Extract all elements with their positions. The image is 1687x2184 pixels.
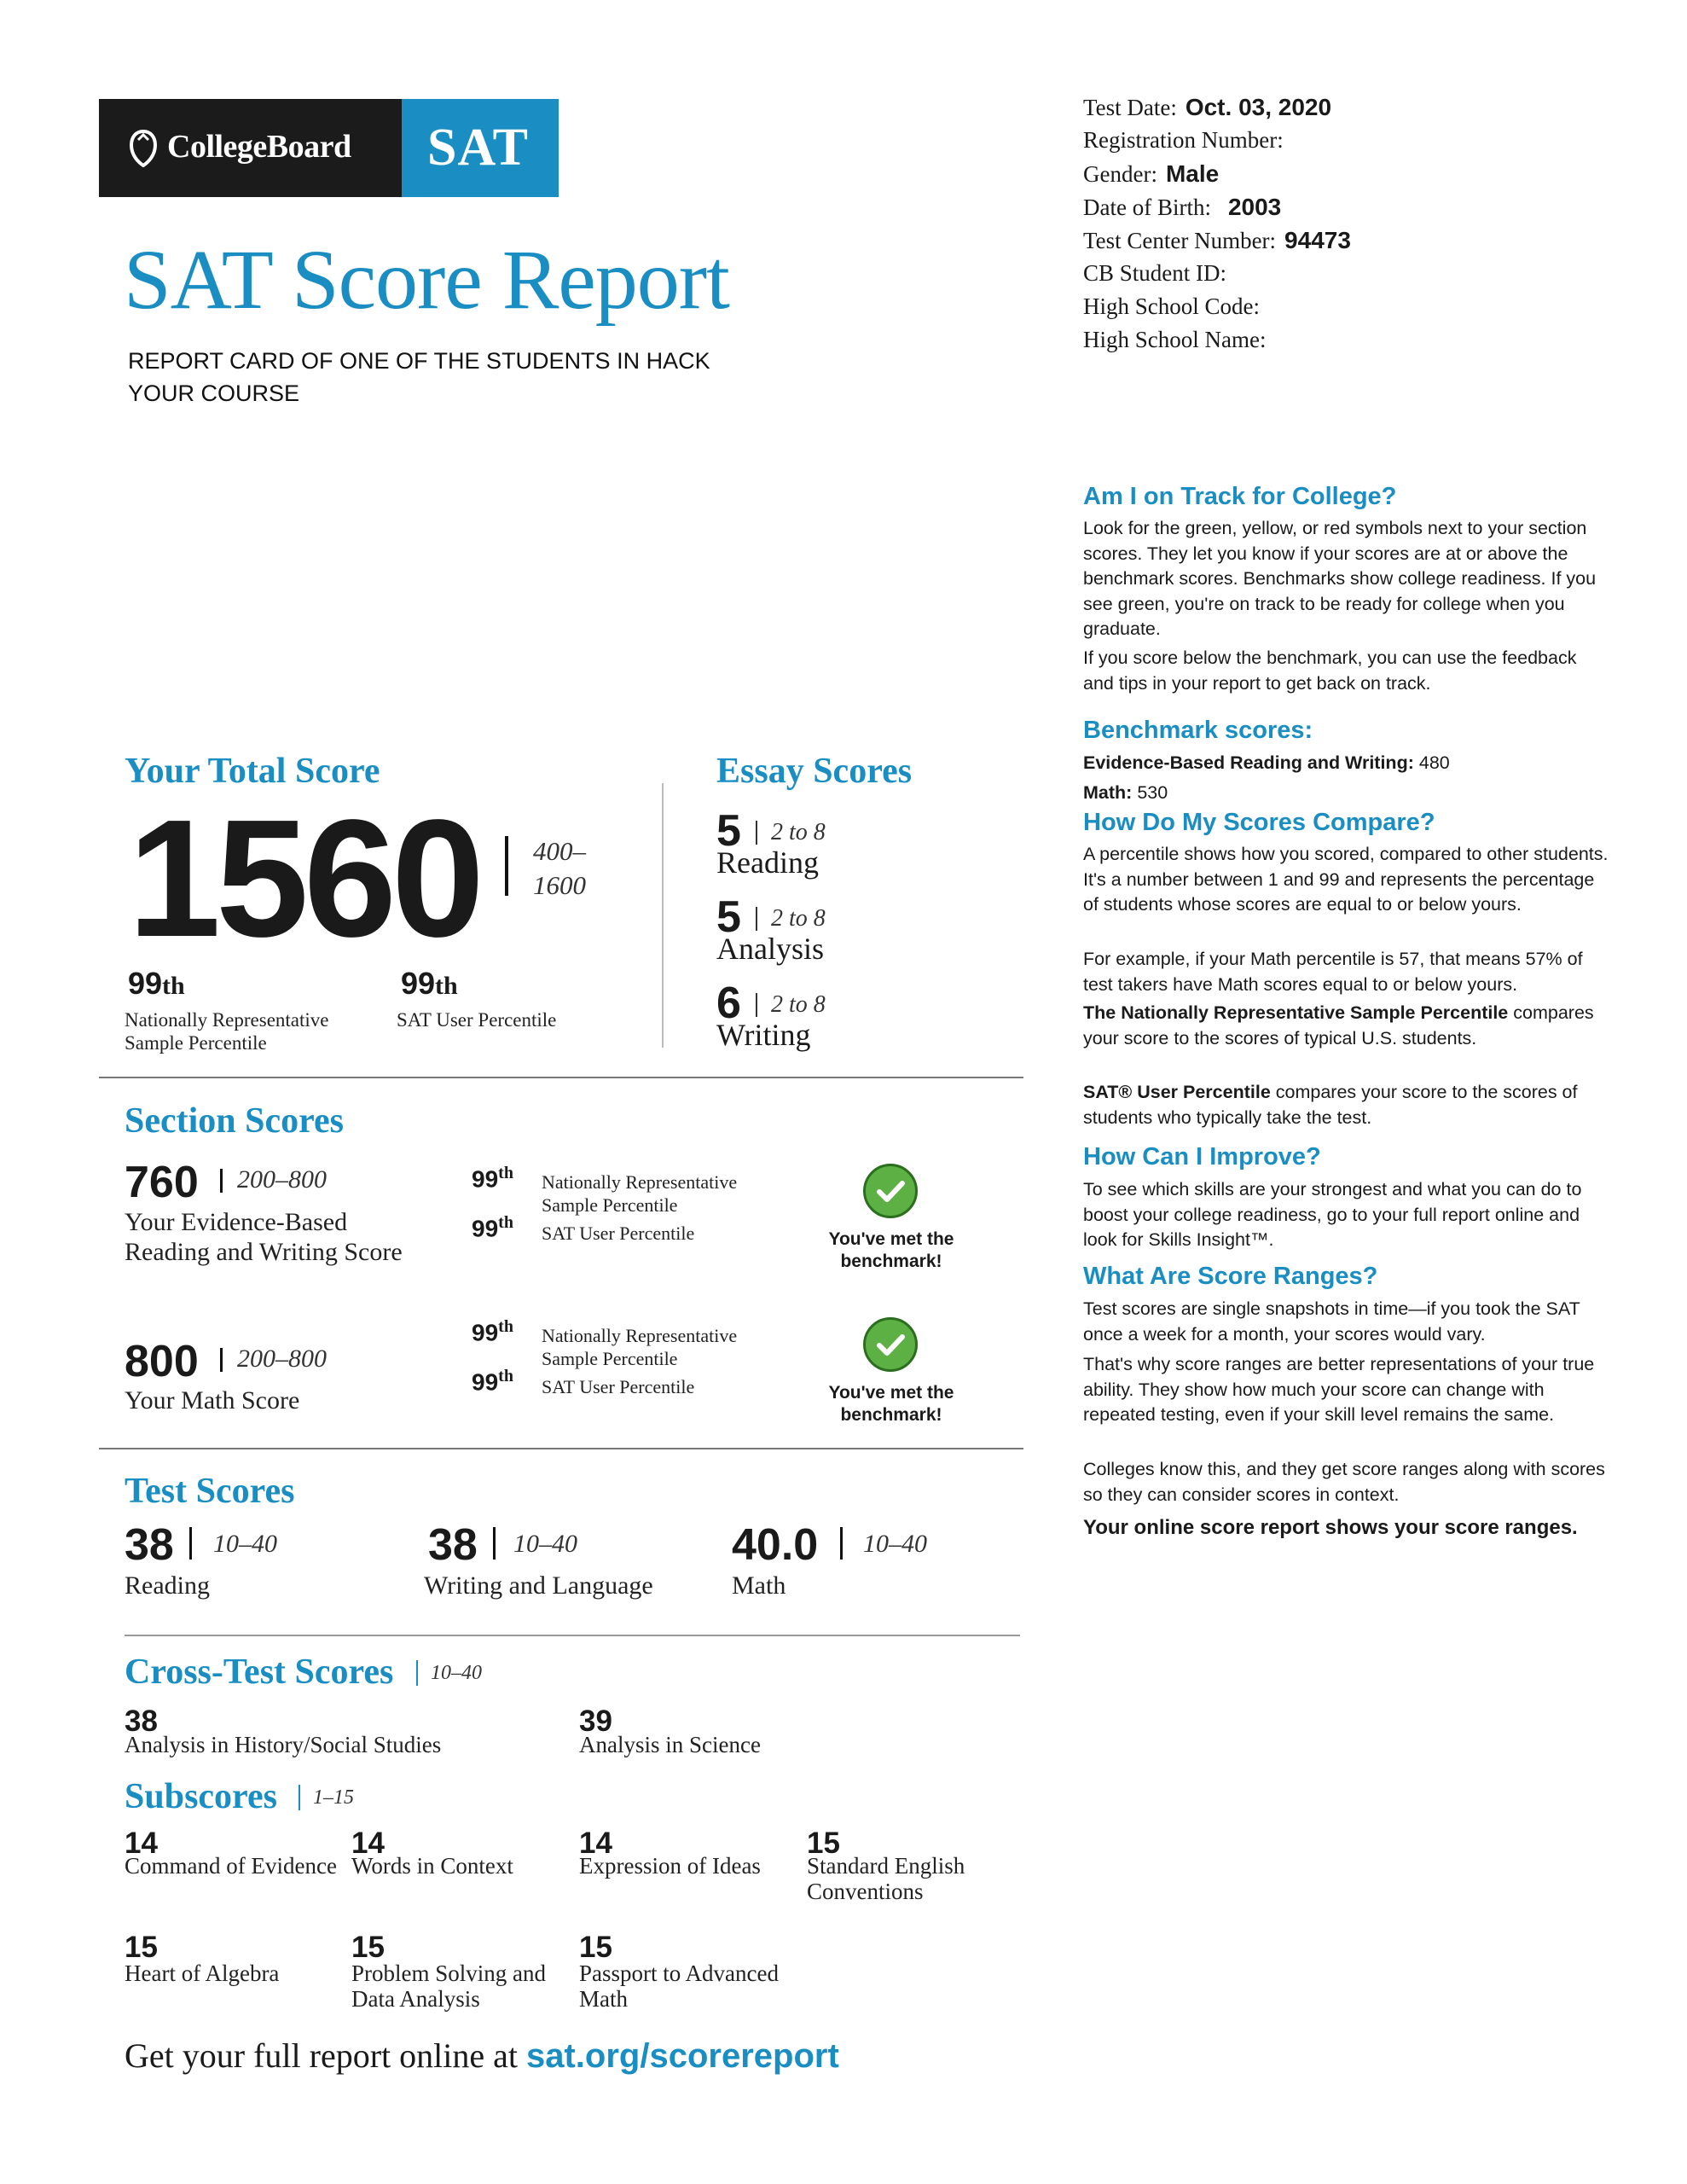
hs-code-row: High School Code: [1083,293,1260,319]
test-math-score: 40.0 [732,1520,819,1570]
subscore-label: Words in Context [351,1853,513,1879]
score-divider [189,1527,192,1560]
essay-analysis-range: 2 to 8 [771,905,826,932]
subscore-value: 15 [579,1931,612,1964]
ebrw-nat-percentile: 99th [472,1164,513,1193]
ebrw-range: 200–800 [237,1165,327,1194]
benchmark-ebrw: Evidence-Based Reading and Writing: 480 [1083,752,1450,773]
cross-test-heading: Cross-Test Scores [125,1653,394,1692]
subscore-label: Standard English Conventions [807,1853,965,1904]
sat-wordmark: SAT [427,119,530,177]
total-essay-divider [662,783,664,1048]
essay-divider [756,993,757,1017]
cross-test-range: 10–40 [431,1662,482,1684]
math-label: Your Math Score [125,1386,300,1414]
test-writing-range: 10–40 [513,1530,577,1558]
gender-row: Gender: Male [1083,160,1220,187]
math-nat-percentile-label: Nationally Representative Sample Percentile [542,1325,738,1369]
test-center-value: 94473 [1284,227,1351,253]
test-center-row: Test Center Number: 94473 [1083,227,1351,253]
subscore-value: 14 [351,1827,385,1860]
essay-analysis-label: Analysis [716,932,824,966]
test-reading-range: 10–40 [213,1530,277,1558]
score-divider [220,1348,223,1372]
math-nat-percentile: 99th [472,1317,513,1346]
cross-science-label: Analysis in Science [579,1732,761,1757]
footer-text: Get your full report online at [125,2036,518,2075]
total-score-divider [505,836,508,896]
cross-history-score: 38 [125,1705,158,1738]
heading-divider [299,1785,300,1810]
collegeboard-logo [99,99,402,197]
score-divider [493,1527,496,1560]
divider [99,1077,1023,1078]
score-divider [840,1527,843,1560]
math-user-percentile: 99th [472,1367,513,1396]
math-score: 800 [125,1337,199,1386]
hs-name-row: High School Name: [1083,327,1267,352]
test-date: Oct. 03, 2020 [1185,94,1332,120]
test-reading-score: 38 [125,1520,174,1570]
test-scores-heading: Test Scores [125,1472,295,1511]
ebrw-benchmark-met: You've met the benchmark! [828,1229,954,1271]
subscores-range: 1–15 [313,1786,354,1809]
compare-heading: How Do My Scores Compare? [1083,809,1435,836]
subscores-heading: Subscores [125,1777,277,1816]
ebrw-user-percentile-label: SAT User Percentile [542,1223,695,1244]
cross-history-label: Analysis in History/Social Studies [125,1732,442,1757]
track-paragraph-1: Look for the green, yellow, or red symbols next to your section scores. They let you know if your scores are at or above the benchmark scores. Benchmarks show college readiness. If you see green, you're on track to be ready for college when you graduate. [1083,518,1597,639]
score-divider [220,1169,223,1193]
subscore-label: Passport to Advanced Math [579,1960,779,2012]
gender-value: Male [1165,160,1220,187]
improve-paragraph: To see which skills are your strongest and what you can do to boost your college readiness, go to your full report online and look for Skills Insight™. [1083,1179,1582,1250]
benchmark-heading: Benchmark scores: [1083,717,1313,744]
essay-analysis-score: 5 [716,892,741,942]
registration-row: Registration Number: [1083,127,1284,153]
divider [99,1448,1023,1449]
total-user-percentile: 99th [401,966,458,1001]
dob-row: Date of Birth: 2003 [1083,194,1282,220]
subscore-value: 15 [351,1931,385,1964]
subscore-label: Command of Evidence [125,1853,337,1879]
test-reading-label: Reading [125,1571,210,1600]
heading-divider [416,1660,418,1686]
ebrw-nat-percentile-label: Nationally Representative Sample Percentile [542,1171,738,1216]
collegeboard-wordmark: CollegeBoard [167,129,351,165]
essay-writing-label: Writing [716,1018,811,1052]
subscore-label: Problem Solving and Data Analysis [351,1960,546,2012]
subscore-value: 14 [125,1827,158,1860]
total-score: 1560 [128,785,480,972]
essay-divider [756,907,757,931]
score-report-link[interactable]: sat.org/scorereport [525,2037,839,2075]
test-math-label: Math [732,1571,786,1600]
test-writing-label: Writing and Language [424,1571,653,1600]
subscore-label: Heart of Algebra [125,1960,280,1986]
improve-heading: How Can I Improve? [1083,1143,1321,1170]
essay-reading-label: Reading [716,845,819,880]
dob-value: 2003 [1227,194,1282,220]
total-score-heading: Your Total Score [125,752,380,791]
divider [125,1635,1020,1636]
test-date-row: Test Date: Oct. 03, 2020 [1083,94,1332,120]
section-scores-heading: Section Scores [125,1101,345,1141]
ranges-paragraph-2: That's why score ranges are better representations of your true ability. They show how much your score can change with repeated testing, even if your skill level remains the same. [1083,1354,1595,1425]
benchmark-math: Math: 530 [1083,782,1168,803]
subscore-value: 14 [579,1827,612,1860]
compare-paragraph-4: SAT® User Percentile compares your score to the scores of students who typically take the test. [1083,1082,1578,1128]
math-user-percentile-label: SAT User Percentile [542,1376,695,1397]
essay-heading: Essay Scores [716,752,913,791]
ebrw-label: Your Evidence-Based Reading and Writing Score [125,1208,403,1266]
check-icon [863,1317,918,1372]
acorn-shield-icon [128,128,159,167]
total-user-percentile-label: SAT User Percentile [397,1009,557,1031]
report-subtitle: REPORT CARD OF ONE OF THE STUDENTS IN HACK YOUR COURSE [128,348,710,406]
track-paragraph-2: If you score below the benchmark, you can use the feedback and tips in your report to get back on track. [1083,648,1577,694]
test-math-range: 10–40 [863,1530,927,1558]
test-writing-score: 38 [428,1520,478,1570]
subscore-value: 15 [125,1931,158,1964]
subscore-label: Expression of Ideas [579,1853,761,1879]
cross-science-score: 39 [579,1705,612,1738]
total-nat-percentile-label: Nationally Representative Sample Percentile [125,1009,329,1054]
sat-logo [402,99,559,197]
math-benchmark-met: You've met the benchmark! [828,1383,954,1425]
essay-writing-range: 2 to 8 [771,991,826,1018]
total-nat-percentile: 99th [128,966,185,1001]
compare-paragraph-2: For example, if your Math percentile is 57, that means 57% of test takers have Math scores equal to or below yours. [1083,949,1583,995]
track-heading: Am I on Track for College? [1083,483,1397,510]
math-range: 200–800 [237,1345,327,1373]
check-icon [863,1164,918,1218]
compare-paragraph-3: The Nationally Representative Sample Percentile compares your score to the scores of typical U.S. students. [1083,1002,1594,1048]
footer [125,2036,839,2076]
ranges-heading: What Are Score Ranges? [1083,1263,1378,1290]
compare-paragraph-1: A percentile shows how you scored, compared to other students. It's a number between 1 and 99 and represents the percentage of students whose scores are equal to or below yours. [1083,844,1609,915]
ebrw-user-percentile: 99th [472,1213,513,1242]
ebrw-score: 760 [125,1158,199,1207]
essay-writing-score: 6 [716,979,741,1028]
essay-reading-range: 2 to 8 [771,819,826,845]
ranges-paragraph-3: Colleges know this, and they get score ranges along with scores so they can consider scores in context. [1083,1459,1605,1505]
essay-reading-score: 5 [716,806,741,856]
ranges-online-note: Your online score report shows your score ranges. [1083,1516,1578,1539]
ranges-paragraph-1: Test scores are single snapshots in time—if you took the SAT once a week for a month, your scores would vary. [1083,1298,1580,1345]
subscore-value: 15 [807,1827,840,1860]
total-score-range: 400– 1600 [533,836,586,900]
page-title: SAT Score Report [124,232,729,327]
essay-divider [756,821,757,845]
cb-student-id-row: CB Student ID: [1083,260,1227,286]
